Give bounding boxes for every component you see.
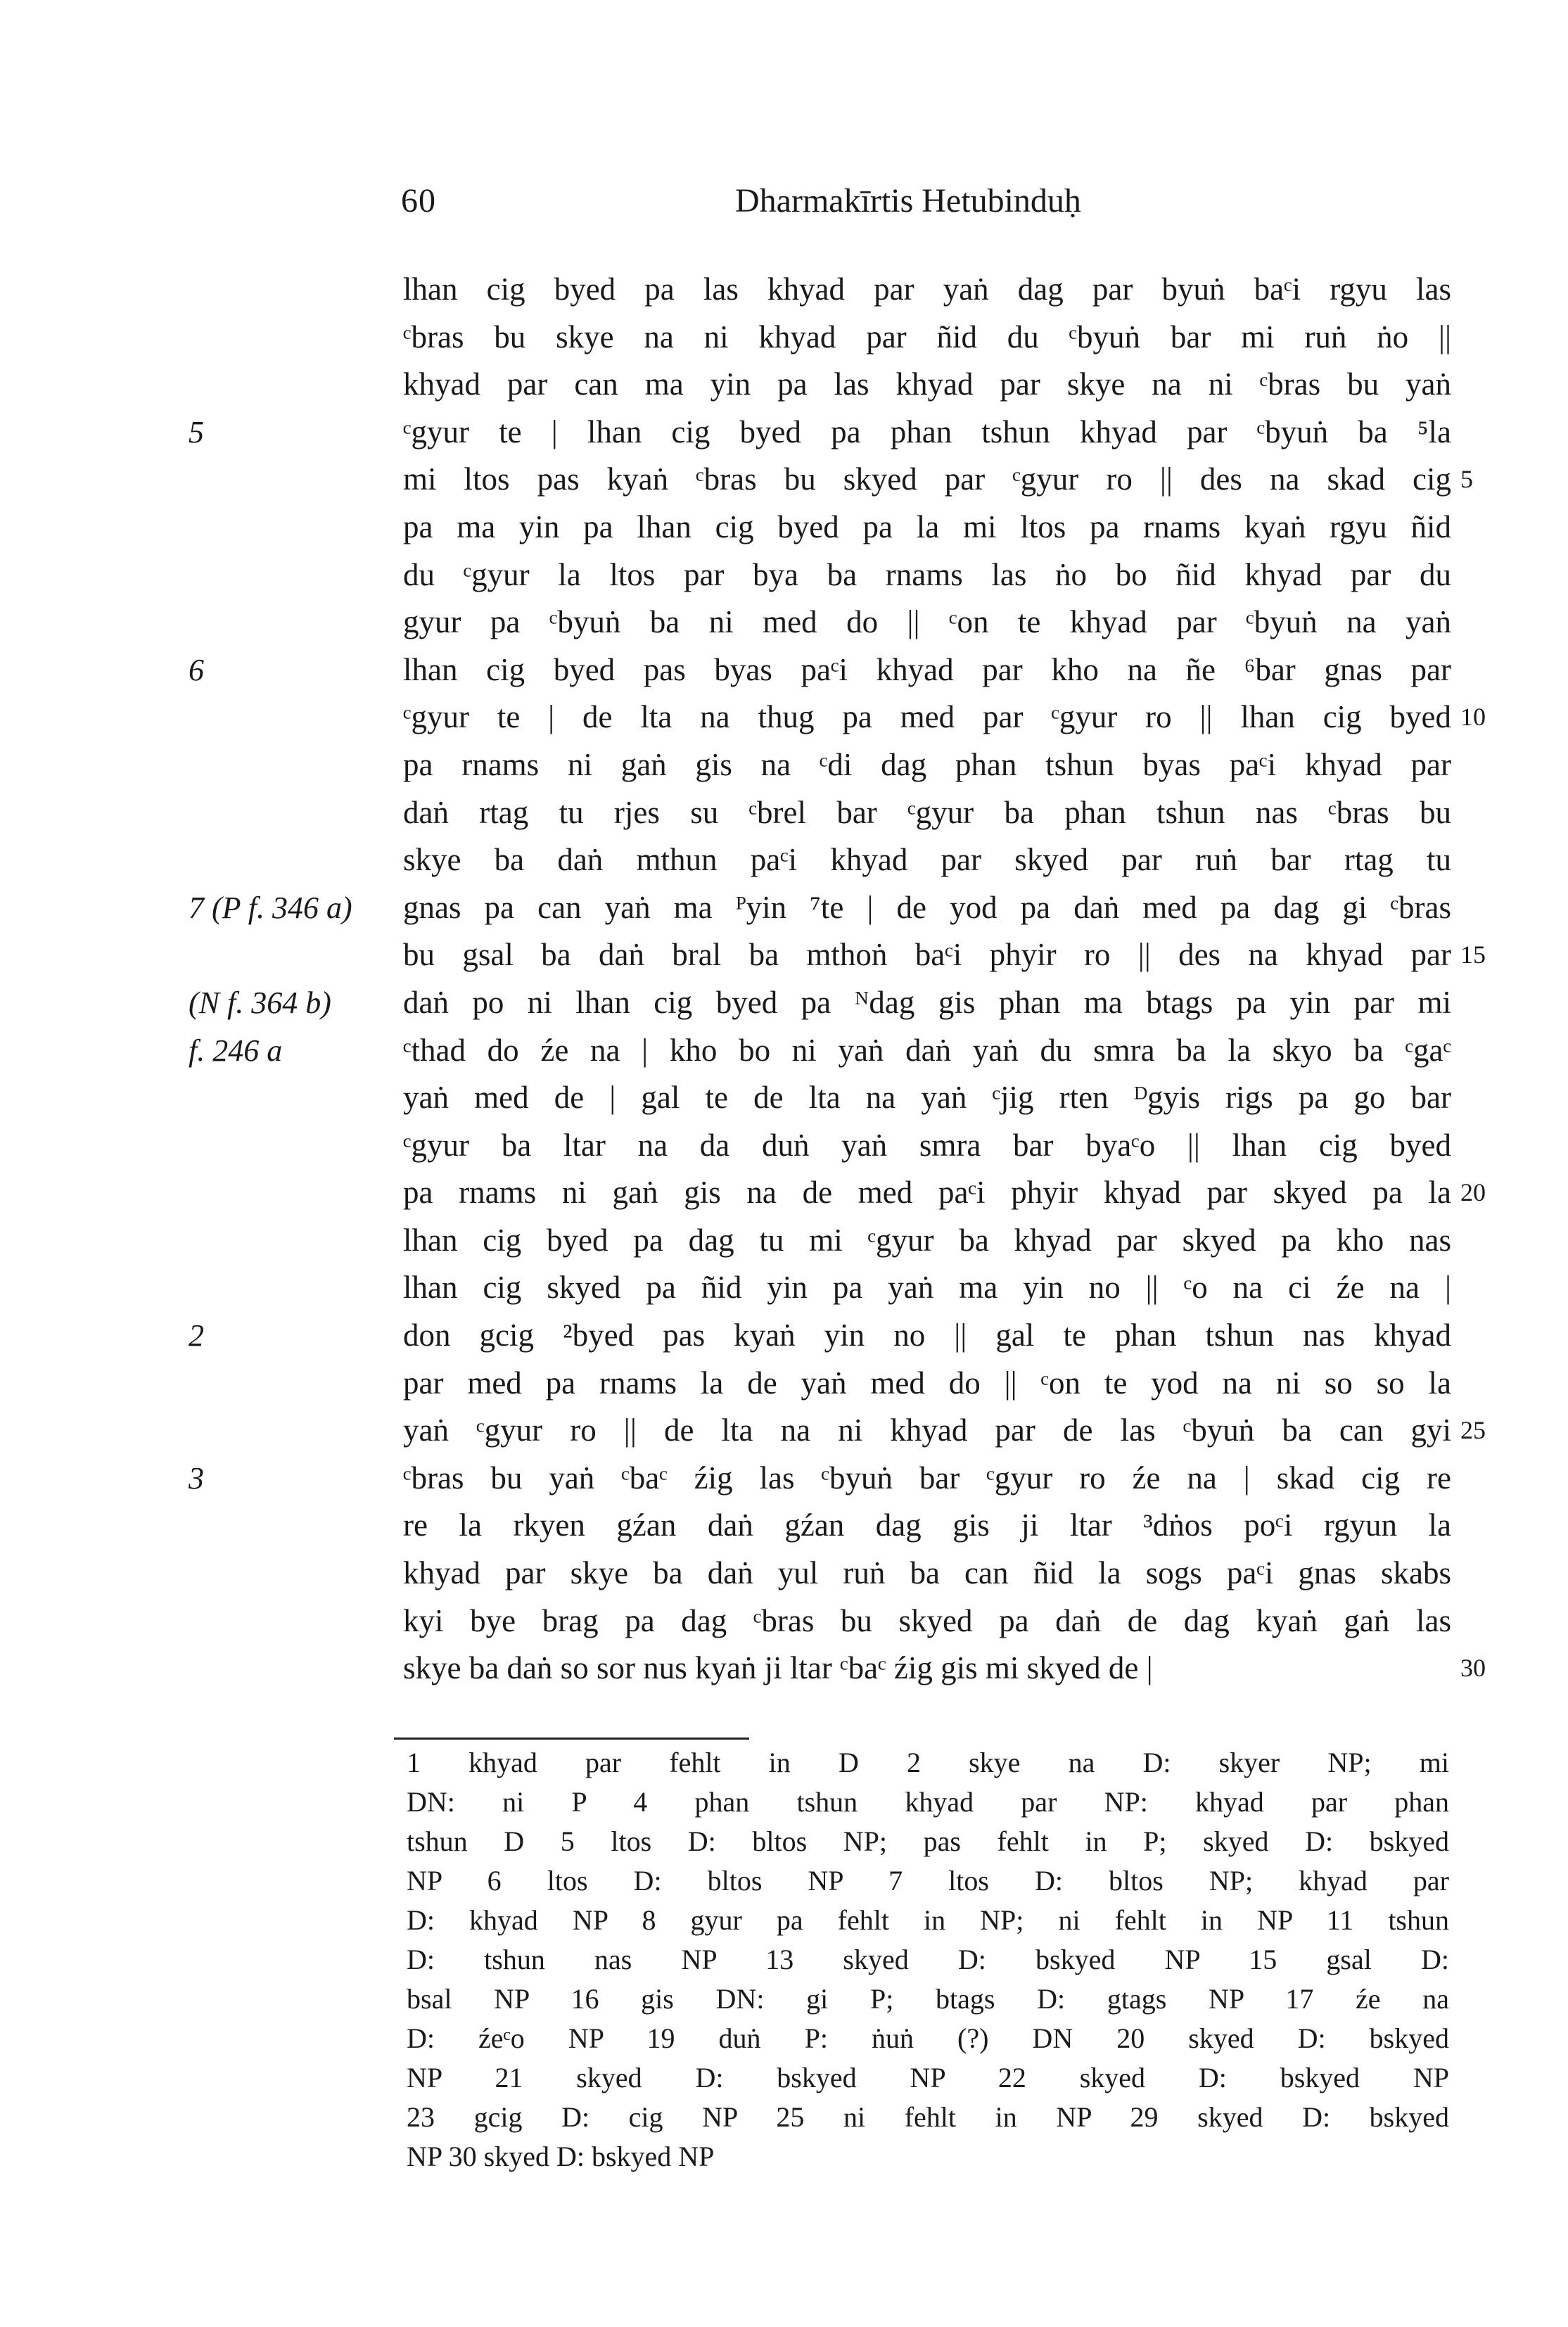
text-line: re la rkyen gźan daṅ gźan dag gis ji ltar ³dṅos poᶜi rgyun la <box>403 1507 1451 1543</box>
text-line: ᶜgyur te | de lta na thug pa med par ᶜgyur ro || lhan cig byed <box>403 699 1451 735</box>
line-number: 5 <box>1460 465 1473 493</box>
footnote-line: NP 21 skyed D: bskyed NP 22 skyed D: bskyed NP <box>407 2062 1449 2093</box>
text-line: gyur pa ᶜbyuṅ ba ni med do || ᶜon te khyad par ᶜbyuṅ na yaṅ <box>403 604 1451 640</box>
margin-note: 6 <box>189 653 204 687</box>
text-line: lhan cig byed pas byas paᶜi khyad par kho na ñe ⁶bar gnas par <box>403 651 1451 687</box>
main-text <box>403 266 1451 1692</box>
text-line: daṅ po ni lhan cig byed pa ᴺdag gis phan ma btags pa yin par mi <box>403 984 1451 1020</box>
text-line: khyad par can ma yin pa las khyad par skye na ni ᶜbras bu yaṅ <box>403 366 1451 402</box>
text-line: ᶜbras bu yaṅ ᶜbaᶜ źig las ᶜbyuṅ bar ᶜgyur ro źe na | skad cig re <box>403 1460 1451 1496</box>
text-line: par med pa rnams la de yaṅ med do || ᶜon te yod na ni so so la <box>403 1365 1451 1401</box>
text-line: lhan cig byed pa dag tu mi ᶜgyur ba khyad par skyed pa kho nas <box>403 1222 1451 1258</box>
margin-note: 2 <box>189 1318 204 1353</box>
footnote-line: tshun D 5 ltos D: bltos NP; pas fehlt in P; skyed D: bskyed <box>407 1825 1449 1857</box>
text-line: mi ltos pas kyaṅ ᶜbras bu skyed par ᶜgyur ro || des na skad cig <box>403 461 1451 497</box>
footnote-line: 1 khyad par fehlt in D 2 skye na D: skyer NP; mi <box>407 1747 1449 1778</box>
text-line: ᶜthad do źe na | kho bo ni yaṅ daṅ yaṅ du smra ba la skyo ba ᶜgaᶜ <box>403 1032 1451 1068</box>
text-line: lhan cig byed pa las khyad par yaṅ dag par byuṅ baᶜi rgyu las <box>403 272 1451 307</box>
margin-note: 3 <box>189 1461 204 1496</box>
text-line: don gcig ²byed pas kyaṅ yin no || gal te phan tshun nas khyad <box>403 1318 1451 1353</box>
line-number: 30 <box>1460 1654 1486 1682</box>
line-number: 15 <box>1460 941 1486 969</box>
text-line: yaṅ ᶜgyur ro || de lta na ni khyad par de las ᶜbyuṅ ba can gyi <box>403 1413 1451 1448</box>
footnote-line: NP 6 ltos D: bltos NP 7 ltos D: bltos NP; khyad par <box>407 1865 1449 1896</box>
footnote-line: DN: ni P 4 phan tshun khyad par NP: khyad par phan <box>407 1786 1449 1818</box>
margin-note: (N f. 364 b) <box>189 986 331 1020</box>
text-line: bu gsal ba daṅ bral ba mthoṅ baᶜi phyir ro || des na khyad par <box>403 937 1451 973</box>
text-line: pa rnams ni gaṅ gis na de med paᶜi phyir khyad par skyed pa la <box>403 1175 1451 1211</box>
footnote-line: bsal NP 16 gis DN: gi P; btags D: gtags NP 17 źe na <box>407 1983 1449 2015</box>
margin-note: 5 <box>189 415 204 450</box>
text-line: ᶜgyur ba ltar na da duṅ yaṅ smra bar byaᶜo || lhan cig byed <box>403 1127 1451 1163</box>
footnote-line: D: tshun nas NP 13 skyed D: bskyed NP 15 gsal D: <box>407 1944 1449 1975</box>
page-number: 60 <box>401 182 436 219</box>
footnote-line: 23 gcig D: cig NP 25 ni fehlt in NP 29 skyed D: bskyed <box>407 2101 1449 2133</box>
footnote-line: D: khyad NP 8 gyur pa fehlt in NP; ni fehlt in NP 11 tshun <box>407 1904 1449 1936</box>
text-line: khyad par skye ba daṅ yul ruṅ ba can ñid la sogs paᶜi gnas skabs <box>403 1555 1451 1591</box>
margin-note: f. 246 a <box>189 1033 283 1068</box>
text-line: pa ma yin pa lhan cig byed pa la mi ltos pa rnams kyaṅ rgyu ñid <box>403 509 1451 544</box>
text-line: skye ba daṅ so sor nus kyaṅ ji ltar ᶜbaᶜ źig gis mi skyed de | <box>403 1650 1153 1686</box>
text-line: du ᶜgyur la ltos par bya ba rnams las ṅo bo ñid khyad par du <box>403 556 1451 592</box>
text-line: skye ba daṅ mthun paᶜi khyad par skyed par ruṅ bar rtag tu <box>403 842 1451 878</box>
line-number: 10 <box>1460 703 1486 731</box>
text-line: pa rnams ni gaṅ gis na ᶜdi dag phan tshun byas paᶜi khyad par <box>403 746 1451 782</box>
text-line: yaṅ med de | gal te de lta na yaṅ ᶜjig rten ᴰgyis rigs pa go bar <box>403 1080 1451 1116</box>
running-title: Dharmakīrtis Hetubinduḥ <box>735 182 1081 219</box>
text-line: daṅ rtag tu rjes su ᶜbrel bar ᶜgyur ba phan tshun nas ᶜbras bu <box>403 794 1451 830</box>
footnote-rule <box>394 1738 749 1740</box>
footnote-line: D: źeᶜo NP 19 duṅ P: ṅuṅ (?) DN 20 skyed D: bskyed <box>407 2022 1449 2054</box>
line-number: 20 <box>1460 1178 1486 1206</box>
footnote-line: NP 30 skyed D: bskyed NP <box>407 2141 715 2172</box>
text-line: lhan cig skyed pa ñid yin pa yaṅ ma yin no || ᶜo na ci źe na | <box>403 1270 1451 1306</box>
footnotes <box>407 1743 1449 2176</box>
text-line: gnas pa can yaṅ ma ᴾyin ⁷te | de yod pa daṅ med pa dag gi ᶜbras <box>403 889 1451 925</box>
text-line: ᶜbras bu skye na ni khyad par ñid du ᶜbyuṅ bar mi ruṅ ṅo || <box>403 319 1451 355</box>
line-number: 25 <box>1460 1416 1486 1444</box>
text-line: ᶜgyur te | lhan cig byed pa phan tshun khyad par ᶜbyuṅ ba ⁵la <box>403 414 1451 450</box>
text-line: kyi bye brag pa dag ᶜbras bu skyed pa daṅ de dag kyaṅ gaṅ las <box>403 1602 1451 1638</box>
margin-note: 7 (P f. 346 a) <box>189 891 352 925</box>
